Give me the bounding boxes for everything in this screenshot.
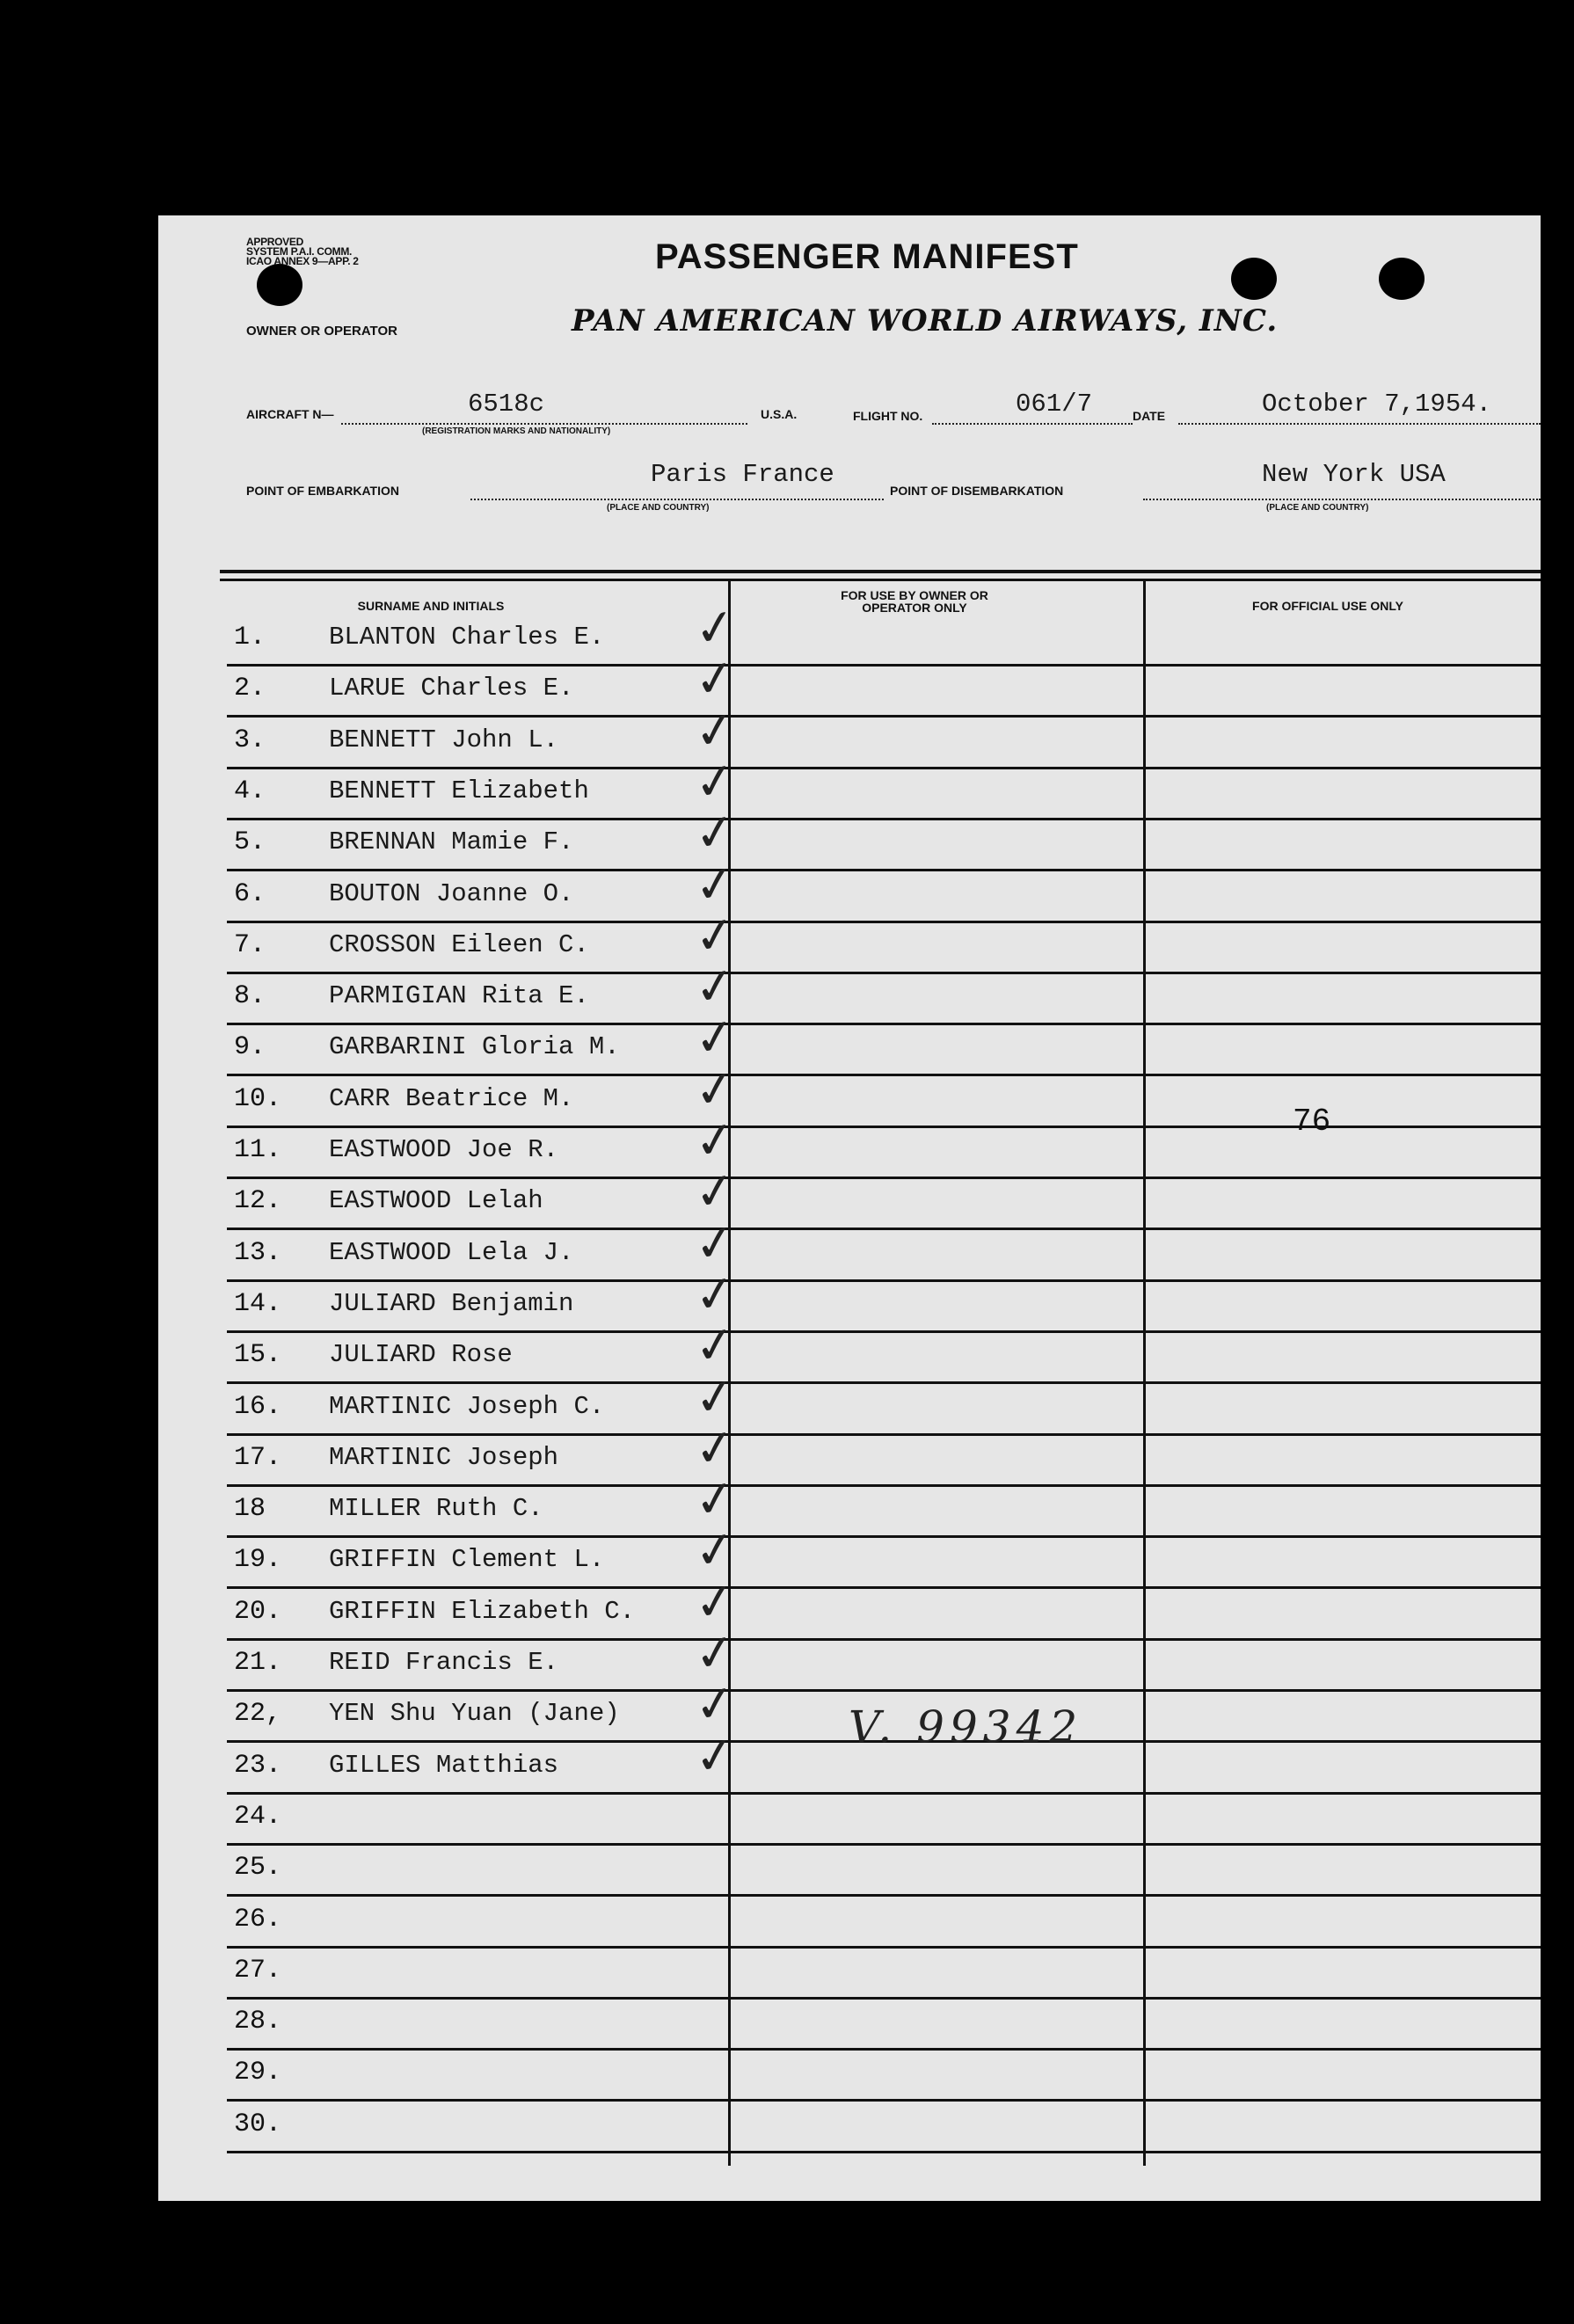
checkmark-icon: ✓ xyxy=(690,904,740,967)
row-number: 30. xyxy=(234,2109,282,2139)
official-stamp-number: 76 xyxy=(1293,1104,1331,1140)
checkmark-icon: ✓ xyxy=(690,1622,740,1685)
checkmark-icon: ✓ xyxy=(690,1161,740,1224)
checkmark-icon: ✓ xyxy=(690,853,740,916)
manifest-sheet xyxy=(158,215,1541,2201)
row-number: 24. xyxy=(234,1801,282,1832)
passenger-name: BENNETT Elizabeth xyxy=(329,776,589,805)
airline-name: PAN AMERICAN WORLD AIRWAYS, INC. xyxy=(572,303,1279,339)
table-row xyxy=(158,1417,1541,1487)
table-row xyxy=(158,750,1541,820)
row-number: 2. xyxy=(234,674,266,704)
row-number: 8. xyxy=(234,981,266,1012)
disembarkation-label: POINT OF DISEMBARKATION xyxy=(890,484,1064,498)
checkmark-icon: ✓ xyxy=(690,1417,740,1480)
row-number: 22, xyxy=(234,1699,282,1730)
flight-number-label: FLIGHT NO. xyxy=(853,409,923,423)
punch-hole xyxy=(1379,258,1425,300)
table-row xyxy=(158,1949,1541,2000)
row-number: 16. xyxy=(234,1391,282,1422)
punch-hole xyxy=(257,264,302,306)
passenger-name: PARMIGIAN Rita E. xyxy=(329,981,589,1011)
row-number: 25. xyxy=(234,1853,282,1883)
row-number: 1. xyxy=(234,623,266,652)
row-number: 10. xyxy=(234,1083,282,1114)
checkmark-icon: ✓ xyxy=(690,750,740,813)
usa-label: U.S.A. xyxy=(761,407,798,421)
table-row xyxy=(158,1366,1541,1436)
passenger-name: GARBARINI Gloria M. xyxy=(329,1032,620,1062)
row-number: 29. xyxy=(234,2058,282,2088)
table-row xyxy=(158,1846,1541,1897)
row-number: 5. xyxy=(234,827,266,858)
passenger-name: EASTWOOD Joe R. xyxy=(329,1135,559,1164)
disembarkation-fill-line xyxy=(1143,499,1541,500)
table-row xyxy=(158,1468,1541,1538)
flight-number-value: 061/7 xyxy=(1016,390,1093,419)
row-number: 13. xyxy=(234,1237,282,1268)
aircraft-sublabel: (REGISTRATION MARKS AND NATIONALITY) xyxy=(422,426,611,436)
table-row xyxy=(158,1007,1541,1076)
table-row xyxy=(158,1058,1541,1128)
row-number: 4. xyxy=(234,776,266,806)
row-rule xyxy=(227,2151,1541,2153)
checkmark-icon: ✓ xyxy=(690,1673,740,1737)
passenger-name: JULIARD Rose xyxy=(329,1340,513,1370)
row-number: 27. xyxy=(234,1955,282,1985)
checkmark-icon: ✓ xyxy=(690,1263,740,1326)
passenger-name: GRIFFIN Elizabeth C. xyxy=(329,1596,636,1626)
checkmark-icon: ✓ xyxy=(690,1366,740,1429)
embarkation-sublabel: (PLACE AND COUNTRY) xyxy=(607,503,710,513)
owner-note-handwritten: V. 99342 xyxy=(849,1701,1083,1752)
checkmark-icon: ✓ xyxy=(690,1110,740,1172)
passenger-name: REID Francis E. xyxy=(329,1648,559,1677)
owner-operator-label: OWNER OR OPERATOR xyxy=(246,324,397,339)
col-header-names: SURNAME AND INITIALS xyxy=(357,599,505,613)
passenger-name: EASTWOOD Lelah xyxy=(329,1186,543,1216)
date-value: October 7,1954. xyxy=(1262,390,1492,419)
table-row xyxy=(158,1795,1541,1846)
table-row xyxy=(158,2051,1541,2102)
table-row xyxy=(158,853,1541,923)
row-number: 21. xyxy=(234,1648,282,1678)
passenger-name: GILLES Matthias xyxy=(329,1750,559,1780)
passenger-name: CARR Beatrice M. xyxy=(329,1083,574,1113)
table-row xyxy=(158,2000,1541,2051)
checkmark-icon: ✓ xyxy=(690,1007,740,1070)
checkmark-icon: ✓ xyxy=(690,597,740,659)
row-number: 12. xyxy=(234,1186,282,1217)
row-number: 6. xyxy=(234,878,266,909)
col-header-owner: FOR USE BY OWNER OR OPERATOR ONLY xyxy=(841,588,988,615)
table-row xyxy=(158,1622,1541,1692)
row-number: 11. xyxy=(234,1135,282,1165)
passenger-name: JULIARD Benjamin xyxy=(329,1288,574,1318)
checkmark-icon: ✓ xyxy=(690,802,740,865)
checkmark-icon: ✓ xyxy=(690,1519,740,1583)
passenger-name: MILLER Ruth C. xyxy=(329,1494,543,1524)
passenger-name: GRIFFIN Clement L. xyxy=(329,1545,605,1575)
date-label: DATE xyxy=(1133,409,1166,423)
punch-hole xyxy=(1231,258,1277,300)
passenger-name: BLANTON Charles E. xyxy=(329,623,605,652)
passenger-name: EASTWOOD Lela J. xyxy=(329,1237,574,1267)
aircraft-fill-line xyxy=(341,423,747,425)
passenger-name: MARTINIC Joseph C. xyxy=(329,1391,605,1421)
table-row xyxy=(158,904,1541,974)
row-number: 17. xyxy=(234,1442,282,1473)
table-row xyxy=(158,1898,1541,1949)
passenger-name: YEN Shu Yuan (Jane) xyxy=(329,1699,620,1729)
table-row xyxy=(158,1315,1541,1384)
checkmark-icon: ✓ xyxy=(690,1724,740,1788)
table-top-rule-2 xyxy=(220,579,1541,581)
flight-fill-line xyxy=(932,423,1133,425)
row-number: 9. xyxy=(234,1032,266,1063)
row-number: 19. xyxy=(234,1545,282,1576)
table-row xyxy=(158,956,1541,1025)
table-row xyxy=(158,1570,1541,1641)
table-row xyxy=(158,1212,1541,1282)
checkmark-icon: ✓ xyxy=(690,1212,740,1275)
table-row xyxy=(158,2102,1541,2153)
table-row xyxy=(158,802,1541,871)
checkmark-icon: ✓ xyxy=(690,1468,740,1532)
page-title: PASSENGER MANIFEST xyxy=(655,237,1079,276)
row-number: 28. xyxy=(234,2007,282,2037)
icao-text: ICAO ANNEX 9—APP. 2 xyxy=(246,255,359,267)
aircraft-value: 6518c xyxy=(468,390,545,419)
disembarkation-sublabel: (PLACE AND COUNTRY) xyxy=(1266,503,1369,513)
system-text: SYSTEM P.A.I. COMM. xyxy=(246,245,353,258)
checkmark-icon: ✓ xyxy=(690,699,740,762)
passenger-name: BRENNAN Mamie F. xyxy=(329,827,574,857)
passenger-name: BENNETT John L. xyxy=(329,725,559,754)
disembarkation-value: New York USA xyxy=(1262,460,1446,489)
table-top-rule xyxy=(220,570,1541,573)
row-number: 15. xyxy=(234,1340,282,1371)
row-number: 20. xyxy=(234,1596,282,1627)
table-row xyxy=(158,1161,1541,1230)
embarkation-label: POINT OF EMBARKATION xyxy=(246,484,399,498)
checkmark-icon: ✓ xyxy=(690,1315,740,1378)
checkmark-icon: ✓ xyxy=(690,1570,740,1634)
embarkation-value: Paris France xyxy=(651,460,834,489)
aircraft-label: AIRCRAFT N— xyxy=(246,407,334,421)
approved-text: APPROVED xyxy=(246,236,303,248)
embarkation-fill-line xyxy=(470,499,884,500)
checkmark-icon: ✓ xyxy=(690,956,740,1019)
row-number: 14. xyxy=(234,1288,282,1319)
row-number: 23. xyxy=(234,1750,282,1781)
passenger-name: BOUTON Joanne O. xyxy=(329,878,574,908)
passenger-name: CROSSON Eileen C. xyxy=(329,929,589,959)
table-row xyxy=(158,699,1541,769)
row-number: 18 xyxy=(234,1494,266,1525)
passenger-name: MARTINIC Joseph xyxy=(329,1442,559,1472)
row-number: 7. xyxy=(234,929,266,960)
date-fill-line xyxy=(1178,423,1541,425)
passenger-name: LARUE Charles E. xyxy=(329,674,574,703)
approval-block xyxy=(246,237,359,266)
table-row xyxy=(158,648,1541,718)
row-number: 26. xyxy=(234,1904,282,1934)
checkmark-icon: ✓ xyxy=(690,1058,740,1121)
checkmark-icon: ✓ xyxy=(690,648,740,711)
table-row xyxy=(158,1263,1541,1333)
row-number: 3. xyxy=(234,725,266,755)
col-header-official: FOR OFFICIAL USE ONLY xyxy=(1252,599,1403,613)
table-row xyxy=(158,1519,1541,1589)
